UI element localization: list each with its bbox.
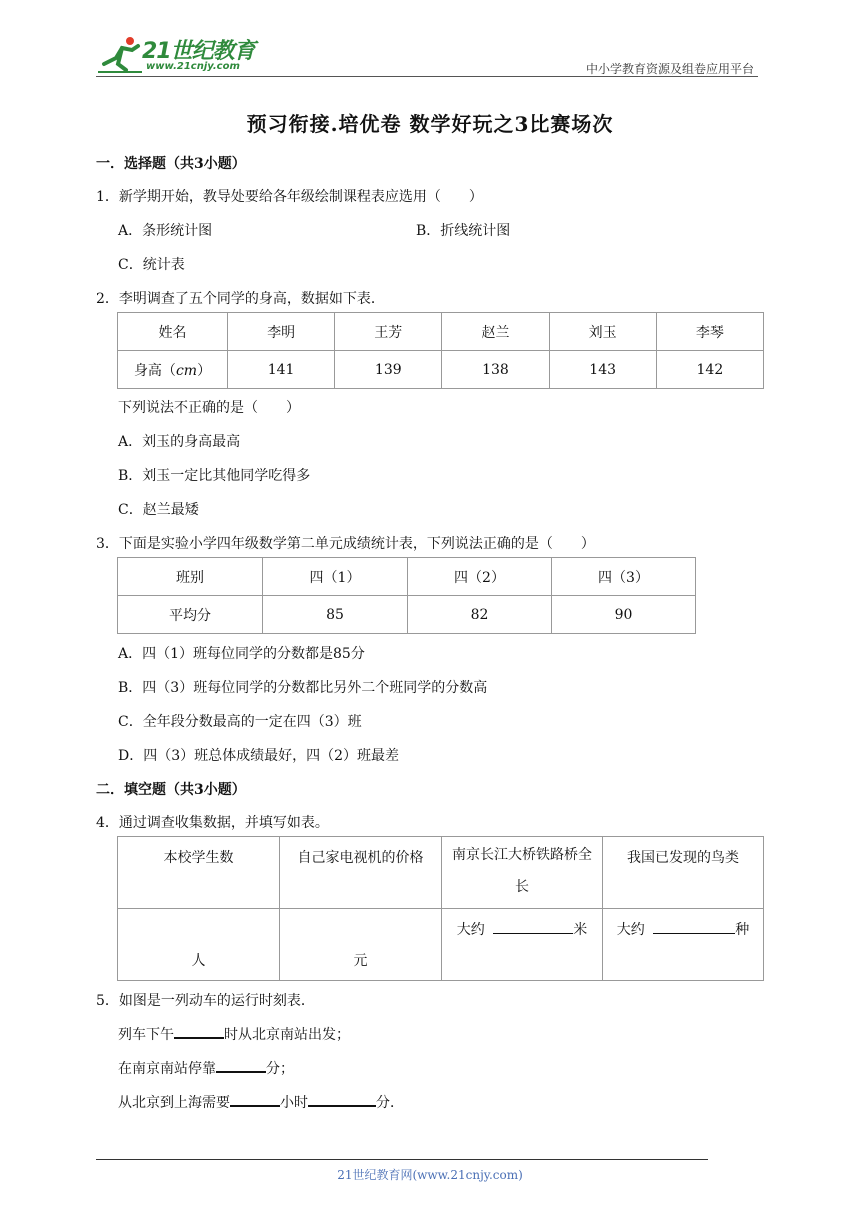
- q3-option-d[interactable]: D．四（3）班总体成绩最好，四（2）班最差: [118, 748, 400, 764]
- table-cell: 四（3）: [552, 558, 696, 596]
- q1-stem: 1．新学期开始，教导处要给各年级绘制课程表应选用（ ）: [96, 189, 483, 205]
- table-cell: [442, 909, 603, 981]
- q5-line1-text-a: 列车下午: [118, 1027, 174, 1043]
- section2-heading: 二．填空题（共3小题）: [96, 782, 246, 798]
- bridge-header-line1: 南京长江大桥铁路桥全: [452, 847, 592, 863]
- table-cell: 我国已发现的鸟类: [603, 837, 764, 909]
- table-cell: 王芳: [335, 313, 442, 351]
- height-label-end: ）: [197, 362, 212, 379]
- travel-minutes-blank[interactable]: [308, 1093, 376, 1107]
- table-cell: 90: [552, 596, 696, 634]
- cell3-suffix: 米: [573, 922, 588, 938]
- table-cell: 142: [656, 351, 763, 389]
- table-row: [118, 909, 764, 981]
- table-cell: 李琴: [656, 313, 763, 351]
- q5-line3: [118, 1092, 404, 1112]
- q3-option-b[interactable]: B．四（3）班每位同学的分数都比另外二个班同学的分数高: [118, 680, 488, 696]
- q2-ask: 下列说法不正确的是（ ）: [118, 400, 300, 416]
- q5-line3-text-c: 分．: [376, 1095, 404, 1111]
- q2-option-b[interactable]: B．刘玉一定比其他同学吃得多: [118, 468, 311, 484]
- q2-stem: 2．李明调查了五个同学的身高，数据如下表．: [96, 291, 385, 307]
- q5-line2: [118, 1058, 294, 1078]
- table-cell: 姓名: [118, 313, 228, 351]
- table-row: [118, 313, 764, 351]
- stop-minutes-blank[interactable]: [216, 1059, 266, 1073]
- q5-line2-text-b: 分；: [266, 1061, 294, 1077]
- site-logo[interactable]: [96, 34, 266, 74]
- table-row: [118, 837, 764, 909]
- q2-height-table: [117, 312, 764, 389]
- footer-link[interactable]: 21世纪教育网(www.21cnjy.com): [337, 1168, 523, 1182]
- q5-line1: [118, 1024, 350, 1044]
- q3-score-table: [117, 557, 696, 634]
- table-cell: [118, 351, 228, 389]
- table-cell: 四（1）: [263, 558, 408, 596]
- q2-option-a[interactable]: A．刘玉的身高最高: [118, 434, 241, 450]
- cell4-suffix: 种: [735, 922, 750, 938]
- q3-option-a[interactable]: A．四（1）班每位同学的分数都是85分: [118, 646, 365, 662]
- table-cell: 刘玉: [549, 313, 656, 351]
- table-cell: 班别: [118, 558, 263, 596]
- bird-count-blank[interactable]: [653, 920, 735, 934]
- table-cell: [603, 909, 764, 981]
- departure-hour-blank[interactable]: [174, 1025, 224, 1039]
- height-label: 身高（: [133, 362, 176, 379]
- q1-option-b[interactable]: B．折线统计图: [416, 223, 511, 239]
- logo-url: www.21cnjy.com: [146, 61, 240, 72]
- table-cell: 赵兰: [442, 313, 549, 351]
- section1-heading: 一．选择题（共3小题）: [96, 156, 246, 172]
- q5-line3-text-a: 从北京到上海需要: [118, 1095, 230, 1111]
- q4-stem: 4．通过调查收集数据，并填写如表。: [96, 815, 329, 831]
- table-cell: 138: [442, 351, 549, 389]
- cell3-prefix: 大约: [456, 922, 485, 938]
- table-row: [118, 558, 696, 596]
- table-cell: 四（2）: [408, 558, 552, 596]
- q5-line3-text-b: 小时: [280, 1095, 308, 1111]
- bridge-length-blank[interactable]: [493, 920, 573, 934]
- cell4-prefix: 大约: [616, 922, 645, 938]
- q5-stem: 5．如图是一列动车的运行时刻表．: [96, 993, 315, 1009]
- table-row: [118, 596, 696, 634]
- header-platform-text: 中小学教育资源及组卷应用平台: [585, 62, 754, 76]
- table-cell: 自己家电视机的价格: [280, 837, 442, 909]
- table-cell: 85: [263, 596, 408, 634]
- q5-line2-text-a: 在南京南站停靠: [118, 1061, 216, 1077]
- q1-option-a[interactable]: A．条形统计图: [118, 223, 213, 239]
- table-row: [118, 351, 764, 389]
- table-cell: 李明: [228, 313, 335, 351]
- table-cell: 人: [118, 909, 280, 981]
- q1-option-c[interactable]: C．统计表: [118, 257, 185, 273]
- q5-line1-text-b: 时从北京南站出发；: [224, 1027, 350, 1043]
- header-divider: [96, 76, 758, 77]
- unit-cm: cm: [175, 362, 198, 379]
- q2-option-c[interactable]: C．赵兰最矮: [118, 502, 199, 518]
- runner-logo-icon: [96, 34, 144, 74]
- logo-text: 21世纪教育: [142, 39, 255, 64]
- table-cell: 143: [549, 351, 656, 389]
- table-cell: 139: [335, 351, 442, 389]
- table-cell: 141: [228, 351, 335, 389]
- bridge-header-line2: 长: [515, 879, 529, 895]
- travel-hours-blank[interactable]: [230, 1093, 280, 1107]
- table-cell: 本校学生数: [118, 837, 280, 909]
- page-title: 预习衔接.培优卷 数学好玩之3比赛场次: [246, 112, 614, 136]
- q3-stem: 3．下面是实验小学四年级数学第二单元成绩统计表，下列说法正确的是（ ）: [96, 536, 595, 552]
- footer-divider: [96, 1159, 708, 1160]
- page-header: [96, 30, 756, 78]
- table-cell: 元: [280, 909, 442, 981]
- q3-option-c[interactable]: C．全年段分数最高的一定在四（3）班: [118, 714, 362, 730]
- table-cell: [442, 837, 603, 909]
- table-cell: 82: [408, 596, 552, 634]
- table-cell: 平均分: [118, 596, 263, 634]
- q4-survey-table: [117, 836, 764, 981]
